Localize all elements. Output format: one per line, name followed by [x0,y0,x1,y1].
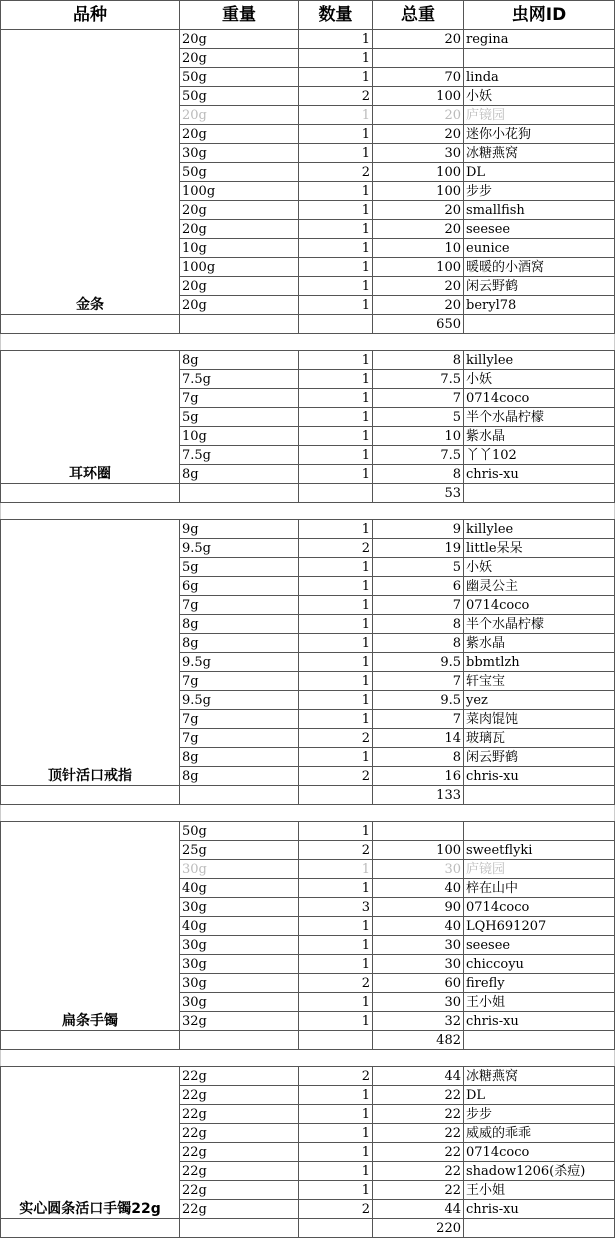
total-cell: 8 [373,351,464,370]
weight-cell: 9g [180,520,299,539]
subtotal-cell: 133 [373,786,464,805]
empty-cell [299,484,373,503]
weight-cell: 30g [180,144,299,163]
user-id-cell: 步步 [464,1105,615,1124]
user-id-cell: 小妖 [464,370,615,389]
empty-cell [1,315,180,334]
total-cell: 7.5 [373,370,464,389]
user-id-cell: 0714coco [464,898,615,917]
spacer-row [1,1050,615,1067]
count-cell: 1 [299,277,373,296]
total-cell: 90 [373,898,464,917]
total-cell: 20 [373,106,464,125]
empty-cell [464,484,615,503]
weight-cell: 20g [180,30,299,49]
total-cell: 44 [373,1067,464,1086]
weight-cell: 50g [180,822,299,841]
total-cell: 100 [373,182,464,201]
weight-cell: 20g [180,296,299,315]
count-cell: 1 [299,520,373,539]
col-total: 总重 [373,1,464,30]
spacer-row [1,334,615,351]
user-id-cell: chiccoyu [464,955,615,974]
count-cell: 1 [299,49,373,68]
empty-cell [299,1031,373,1050]
total-cell: 22 [373,1124,464,1143]
count-cell: 2 [299,87,373,106]
count-cell: 1 [299,144,373,163]
weight-cell: 22g [180,1181,299,1200]
user-id-cell: 庐镜园 [464,106,615,125]
count-cell: 1 [299,577,373,596]
count-cell: 1 [299,634,373,653]
weight-cell: 50g [180,68,299,87]
user-id-cell: chris-xu [464,465,615,484]
user-id-cell: killylee [464,351,615,370]
empty-cell [299,1219,373,1238]
user-id-cell: linda [464,68,615,87]
total-cell: 100 [373,87,464,106]
empty-cell [299,315,373,334]
category-cell: 耳环圈 [1,351,180,484]
user-id-cell: 紫水晶 [464,427,615,446]
count-cell: 1 [299,182,373,201]
weight-cell: 20g [180,277,299,296]
user-id-cell: 威威的乖乖 [464,1124,615,1143]
user-id-cell: shadow1206(杀痘) [464,1162,615,1181]
empty-cell [180,786,299,805]
count-cell: 1 [299,351,373,370]
count-cell: 1 [299,691,373,710]
weight-cell: 7g [180,596,299,615]
table-row [1,822,615,841]
user-id-cell: regina [464,30,615,49]
weight-cell: 10g [180,239,299,258]
count-cell: 1 [299,955,373,974]
count-cell: 1 [299,201,373,220]
total-cell: 30 [373,993,464,1012]
spacer-cell [1,503,615,520]
col-user-id: 虫网ID [464,1,615,30]
weight-cell: 22g [180,1105,299,1124]
weight-cell: 20g [180,49,299,68]
weight-cell: 22g [180,1200,299,1219]
user-id-cell: little呆呆 [464,539,615,558]
user-id-cell: 庐镜园 [464,860,615,879]
empty-cell [180,315,299,334]
total-cell: 20 [373,277,464,296]
user-id-cell [464,49,615,68]
count-cell: 1 [299,125,373,144]
count-cell: 1 [299,427,373,446]
count-cell: 2 [299,974,373,993]
total-cell: 10 [373,427,464,446]
total-cell: 22 [373,1181,464,1200]
weight-cell: 7g [180,672,299,691]
total-cell: 20 [373,125,464,144]
count-cell: 1 [299,748,373,767]
count-cell: 1 [299,220,373,239]
count-cell: 2 [299,163,373,182]
total-cell: 8 [373,465,464,484]
count-cell: 1 [299,239,373,258]
weight-cell: 7g [180,729,299,748]
count-cell: 1 [299,710,373,729]
user-id-cell: yez [464,691,615,710]
total-cell: 7 [373,389,464,408]
user-id-cell: 紫水晶 [464,634,615,653]
total-cell: 22 [373,1105,464,1124]
weight-cell: 5g [180,408,299,427]
empty-cell [464,1219,615,1238]
count-cell: 1 [299,370,373,389]
count-cell: 1 [299,822,373,841]
user-id-cell: 轩宝宝 [464,672,615,691]
subtotal-row [1,1219,615,1238]
empty-cell [299,786,373,805]
total-cell: 5 [373,558,464,577]
total-cell: 40 [373,879,464,898]
category-cell: 扁条手镯 [1,822,180,1031]
count-cell: 1 [299,936,373,955]
weight-cell: 30g [180,898,299,917]
empty-cell [464,1031,615,1050]
weight-cell: 7.5g [180,446,299,465]
weight-cell: 30g [180,974,299,993]
total-cell: 9.5 [373,653,464,672]
weight-cell: 10g [180,427,299,446]
weight-cell: 40g [180,917,299,936]
col-count: 数量 [299,1,373,30]
total-cell: 7 [373,596,464,615]
subtotal-row [1,315,615,334]
spacer-cell [1,805,615,822]
total-cell: 20 [373,296,464,315]
category-cell: 实心圆条活口手镯22g [1,1067,180,1219]
count-cell: 1 [299,993,373,1012]
weight-cell: 22g [180,1162,299,1181]
user-id-cell: 步步 [464,182,615,201]
user-id-cell: chris-xu [464,1200,615,1219]
user-id-cell: 闲云野鹤 [464,277,615,296]
subtotal-cell: 220 [373,1219,464,1238]
total-cell: 6 [373,577,464,596]
user-id-cell [464,822,615,841]
empty-cell [1,1219,180,1238]
header-row [1,1,615,30]
empty-cell [464,315,615,334]
total-cell: 9.5 [373,691,464,710]
count-cell: 3 [299,898,373,917]
empty-cell [464,786,615,805]
user-id-cell: 小妖 [464,558,615,577]
total-cell: 19 [373,539,464,558]
weight-cell: 9.5g [180,653,299,672]
subtotal-row [1,484,615,503]
user-id-cell: firefly [464,974,615,993]
user-id-cell: 半个水晶柠檬 [464,615,615,634]
user-id-cell: 玻璃瓦 [464,729,615,748]
user-id-cell: LQH691207 [464,917,615,936]
weight-cell: 50g [180,163,299,182]
total-cell: 30 [373,144,464,163]
weight-cell: 5g [180,558,299,577]
col-weight: 重量 [180,1,299,30]
count-cell: 1 [299,1124,373,1143]
user-id-cell: 丫丫102 [464,446,615,465]
spacer-cell [1,1050,615,1067]
weight-cell: 8g [180,351,299,370]
user-id-cell: 小妖 [464,87,615,106]
user-id-cell: 冰糖燕窝 [464,1067,615,1086]
count-cell: 2 [299,1200,373,1219]
count-cell: 1 [299,917,373,936]
total-cell: 20 [373,30,464,49]
total-cell: 100 [373,841,464,860]
user-id-cell: DL [464,1086,615,1105]
user-id-cell: killylee [464,520,615,539]
weight-cell: 8g [180,465,299,484]
empty-cell [180,484,299,503]
user-id-cell: 闲云野鹤 [464,748,615,767]
user-id-cell: 迷你小花狗 [464,125,615,144]
weight-cell: 9.5g [180,691,299,710]
count-cell: 1 [299,879,373,898]
user-id-cell: 半个水晶柠檬 [464,408,615,427]
user-id-cell: seesee [464,936,615,955]
empty-cell [180,1219,299,1238]
count-cell: 1 [299,615,373,634]
table-row [1,30,615,49]
total-cell: 20 [373,201,464,220]
total-cell: 32 [373,1012,464,1031]
empty-cell [180,1031,299,1050]
total-cell: 16 [373,767,464,786]
user-id-cell: eunice [464,239,615,258]
total-cell: 22 [373,1086,464,1105]
total-cell: 5 [373,408,464,427]
weight-cell: 8g [180,767,299,786]
weight-cell: 20g [180,106,299,125]
user-id-cell: chris-xu [464,1012,615,1031]
user-id-cell: 冰糖燕窝 [464,144,615,163]
total-cell: 8 [373,615,464,634]
weight-cell: 20g [180,125,299,144]
count-cell: 2 [299,539,373,558]
total-cell [373,822,464,841]
count-cell: 2 [299,767,373,786]
weight-cell: 22g [180,1067,299,1086]
total-cell: 7 [373,672,464,691]
total-cell: 8 [373,748,464,767]
weight-cell: 22g [180,1143,299,1162]
count-cell: 2 [299,1067,373,1086]
weight-cell: 22g [180,1124,299,1143]
count-cell: 1 [299,860,373,879]
count-cell: 1 [299,30,373,49]
weight-cell: 40g [180,879,299,898]
weight-cell: 8g [180,748,299,767]
weight-cell: 6g [180,577,299,596]
total-cell: 22 [373,1162,464,1181]
table-row [1,351,615,370]
weight-cell: 22g [180,1086,299,1105]
subtotal-cell: 482 [373,1031,464,1050]
empty-cell [1,1031,180,1050]
weight-cell: 7.5g [180,370,299,389]
count-cell: 1 [299,465,373,484]
weight-cell: 7g [180,389,299,408]
weight-cell: 9.5g [180,539,299,558]
count-cell: 1 [299,1086,373,1105]
count-cell: 1 [299,1162,373,1181]
user-id-cell: 梓在山中 [464,879,615,898]
empty-cell [1,484,180,503]
subtotal-row [1,1031,615,1050]
weight-cell: 32g [180,1012,299,1031]
total-cell: 30 [373,936,464,955]
count-cell: 1 [299,1012,373,1031]
spacer-row [1,503,615,520]
count-cell: 1 [299,389,373,408]
total-cell: 100 [373,163,464,182]
user-id-cell: 幽灵公主 [464,577,615,596]
table-row [1,520,615,539]
count-cell: 1 [299,1105,373,1124]
category-cell: 顶针活口戒指 [1,520,180,786]
user-id-cell: 0714coco [464,596,615,615]
total-cell: 9 [373,520,464,539]
total-cell: 60 [373,974,464,993]
user-id-cell: 0714coco [464,389,615,408]
table-row [1,1067,615,1086]
subtotal-cell: 650 [373,315,464,334]
weight-cell: 25g [180,841,299,860]
count-cell: 1 [299,258,373,277]
weight-cell: 8g [180,634,299,653]
total-cell: 100 [373,258,464,277]
count-cell: 1 [299,296,373,315]
user-id-cell: beryl78 [464,296,615,315]
weight-cell: 7g [180,710,299,729]
count-cell: 1 [299,106,373,125]
total-cell: 30 [373,955,464,974]
total-cell: 7 [373,710,464,729]
user-id-cell: 0714coco [464,1143,615,1162]
table-body [1,30,615,1238]
empty-cell [1,786,180,805]
user-id-cell: 王小姐 [464,1181,615,1200]
user-id-cell: 暖暖的小酒窝 [464,258,615,277]
user-id-cell: bbmtlzh [464,653,615,672]
count-cell: 1 [299,1181,373,1200]
count-cell: 1 [299,1143,373,1162]
col-variety: 品种 [1,1,180,30]
weight-cell: 100g [180,182,299,201]
total-cell: 70 [373,68,464,87]
user-id-cell: chris-xu [464,767,615,786]
user-id-cell: sweetflyki [464,841,615,860]
user-id-cell: DL [464,163,615,182]
weight-cell: 30g [180,860,299,879]
count-cell: 1 [299,408,373,427]
weight-cell: 50g [180,87,299,106]
total-cell: 14 [373,729,464,748]
count-cell: 2 [299,841,373,860]
total-cell: 44 [373,1200,464,1219]
user-id-cell: 王小姐 [464,993,615,1012]
count-cell: 1 [299,653,373,672]
total-cell: 7.5 [373,446,464,465]
subtotal-cell: 53 [373,484,464,503]
weight-cell: 100g [180,258,299,277]
count-cell: 1 [299,558,373,577]
count-cell: 1 [299,446,373,465]
spacer-row [1,805,615,822]
weight-cell: 20g [180,220,299,239]
weight-cell: 8g [180,615,299,634]
count-cell: 2 [299,729,373,748]
total-cell: 10 [373,239,464,258]
total-cell: 22 [373,1143,464,1162]
category-cell: 金条 [1,30,180,315]
weight-cell: 30g [180,936,299,955]
count-cell: 1 [299,68,373,87]
total-cell [373,49,464,68]
user-id-cell: 菜肉馄饨 [464,710,615,729]
subtotal-row [1,786,615,805]
weight-cell: 30g [180,993,299,1012]
weight-cell: 20g [180,201,299,220]
total-cell: 8 [373,634,464,653]
count-cell: 1 [299,596,373,615]
total-cell: 20 [373,220,464,239]
weight-cell: 30g [180,955,299,974]
spacer-cell [1,334,615,351]
user-id-cell: seesee [464,220,615,239]
user-id-cell: smallfish [464,201,615,220]
total-cell: 30 [373,860,464,879]
total-cell: 40 [373,917,464,936]
count-cell: 1 [299,672,373,691]
